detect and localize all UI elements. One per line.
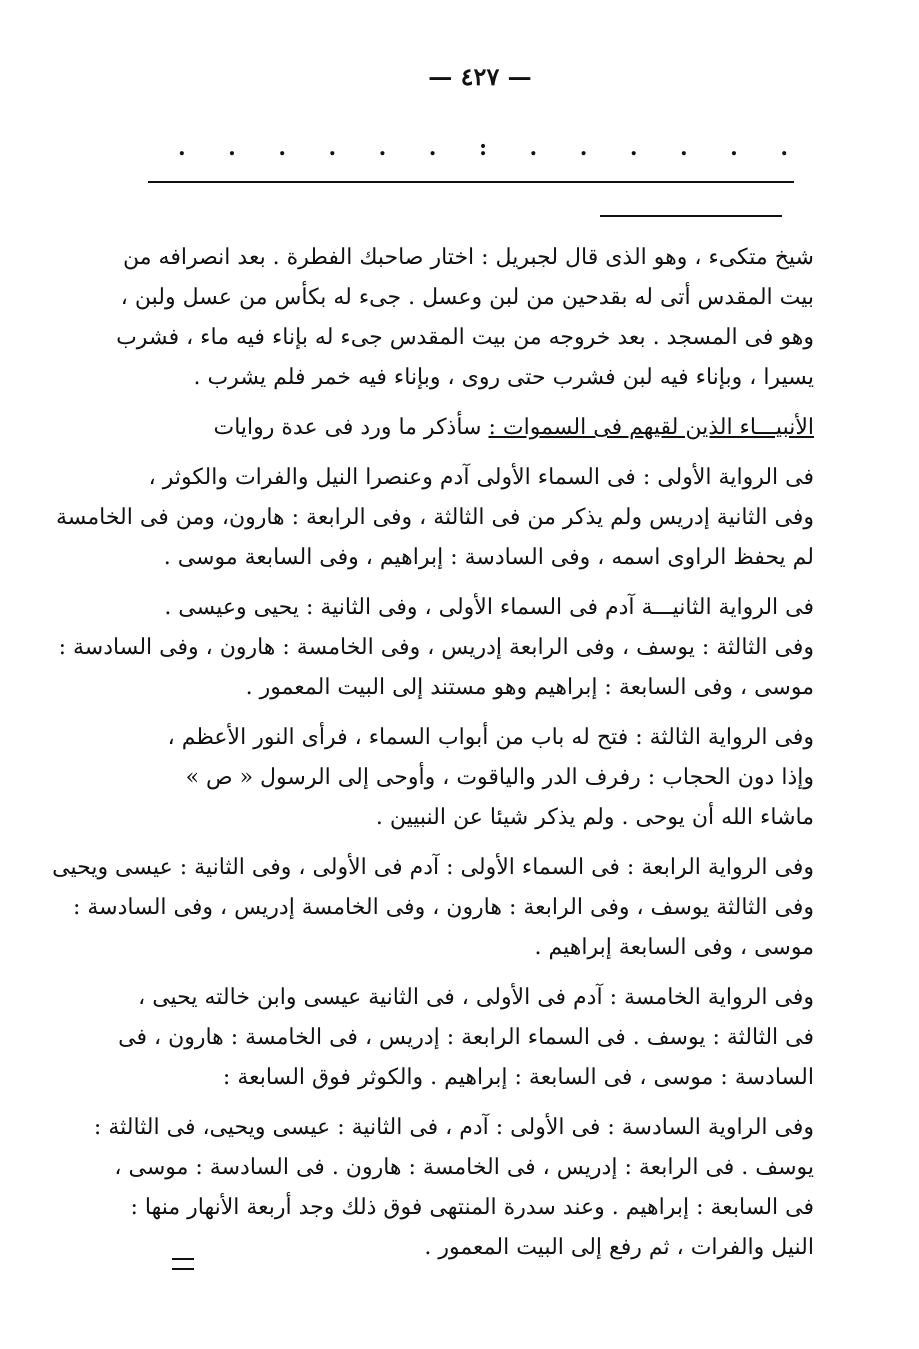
ornament-dot: . [428, 135, 437, 161]
ornament-dot: . [328, 135, 337, 161]
text-line: بيت المقدس أتى له بقدحين من لبن وعسل . جىء له بكأس من عسل ولبن ، [120, 285, 814, 310]
section-heading: الأنبيـــاء الذين لقيهم فى السموات : [488, 415, 814, 440]
text-line: فى الثالثة : يوسف . فى السماء الرابعة : إدريس ، فى الخامسة : هارون ، فى [118, 1025, 814, 1050]
heading-continuation: سأذكر ما ورد فى عدة روايات [213, 415, 489, 440]
double-line-mark [172, 1258, 194, 1270]
text-line: موسى ، وفى السابعة : إبراهيم وهو مستند إلى البيت المعمور . [245, 675, 814, 700]
text-line: فى السابعة : إبراهيم . وعند سدرة المنتهى فوق ذلك وجد أربعة الأنهار منها : [130, 1195, 814, 1220]
ornament-dot: . [228, 135, 236, 161]
text-line: وفى الثالثة : يوسف ، وفى الرابعة إدريس ، وفى الخامسة : هارون ، وفى السادسة : [58, 635, 814, 660]
ornament-dot: . [378, 135, 387, 161]
text-line: وفى الراوية السادسة : فى الأولى : آدم ، فى الثانية : عيسى ويحيى، فى الثالثة : [93, 1115, 814, 1140]
text-line: شيخ متكىء ، وهو الذى قال لجبريل : اختار صاحبك الفطرة . بعد انصرافه من [123, 245, 814, 270]
text-line: وفى الرواية الثالثة : فتح له باب من أبواب السماء ، فرأى النور الأعظم ، [167, 725, 814, 750]
ornament-colon: : [478, 135, 488, 161]
paragraph-8 [93, 1108, 814, 1268]
text-line: موسى ، وفى السابعة إبراهيم . [534, 935, 814, 960]
ornamental-dots-row [178, 135, 788, 161]
text-line: وفى الثانية إدريس ولم يذكر من فى الثالثة ، وفى الرابعة : هارون، ومن فى الخامسة [55, 505, 814, 530]
text-line: وهو فى المسجد . بعد خروجه من بيت المقدس جىء له بإناء فيه ماء ، فشرب [116, 325, 814, 350]
text-line: وإذا دون الحجاب : رفرف الدر والياقوت ، وأوحى إلى الرسول « ص » [185, 765, 814, 790]
paragraph-4 [58, 588, 814, 708]
text-line: وفى الرواية الرابعة : فى السماء الأولى : آدم فى الأولى ، وفى الثانية : عيسى ويحيى [52, 855, 814, 880]
paragraph-7 [118, 978, 814, 1098]
ornament-dot: . [529, 135, 538, 161]
ornament-dot: . [680, 135, 688, 161]
text-line [150, 408, 814, 448]
paragraph-5 [150, 718, 814, 838]
paragraph-1 [116, 238, 814, 398]
page-number: — ٤٢٧ — [428, 62, 532, 91]
text-line: وفى الثالثة يوسف ، وفى الرابعة : هارون ، وفى الخامسة إدريس ، وفى السادسة : [72, 895, 814, 920]
body-text [52, 238, 814, 1278]
text-line: فى الرواية الثانيـــة آدم فى السماء الأولى ، وفى الثانية : يحيى وعيسى . [164, 595, 814, 620]
paragraph-6 [52, 848, 814, 968]
text-line: يسيرا ، وبإناء فيه لبن فشرب حتى روى ، وبإناء فيه خمر فلم يشرب . [193, 365, 814, 390]
text-line: وفى الرواية الخامسة : آدم فى الأولى ، فى الثانية عيسى وابن خالته يحيى ، [138, 985, 814, 1010]
ornament-dot: . [278, 135, 286, 161]
ornament-dot: . [730, 135, 738, 161]
paragraph-3 [55, 458, 814, 578]
text-line: يوسف . فى الرابعة : إدريس ، فى الخامسة : هارون . فى السادسة : موسى ، [114, 1155, 814, 1180]
ornament-dot: . [579, 135, 588, 161]
paragraph-2 [150, 408, 814, 448]
ornament-dot: . [178, 135, 186, 161]
header-divider-line [148, 181, 794, 183]
section-divider-line [600, 215, 782, 217]
ornament-dot: . [629, 135, 638, 161]
text-line: فى الرواية الأولى : فى السماء الأولى آدم وعنصرا النيل والفرات والكوثر ، [148, 465, 814, 490]
ornament-dot: . [780, 135, 788, 161]
text-line: النيل والفرات ، ثم رفع إلى البيت المعمور . [424, 1235, 814, 1260]
text-line: ماشاء الله أن يوحى . ولم يذكر شيئا عن النبيين . [375, 805, 814, 830]
text-line: لم يحفظ الراوى اسمه ، وفى السادسة : إبراهيم ، وفى السابعة موسى . [163, 545, 814, 570]
text-line: السادسة : موسى ، فى السابعة : إبراهيم . والكوثر فوق السابعة : [222, 1065, 814, 1090]
